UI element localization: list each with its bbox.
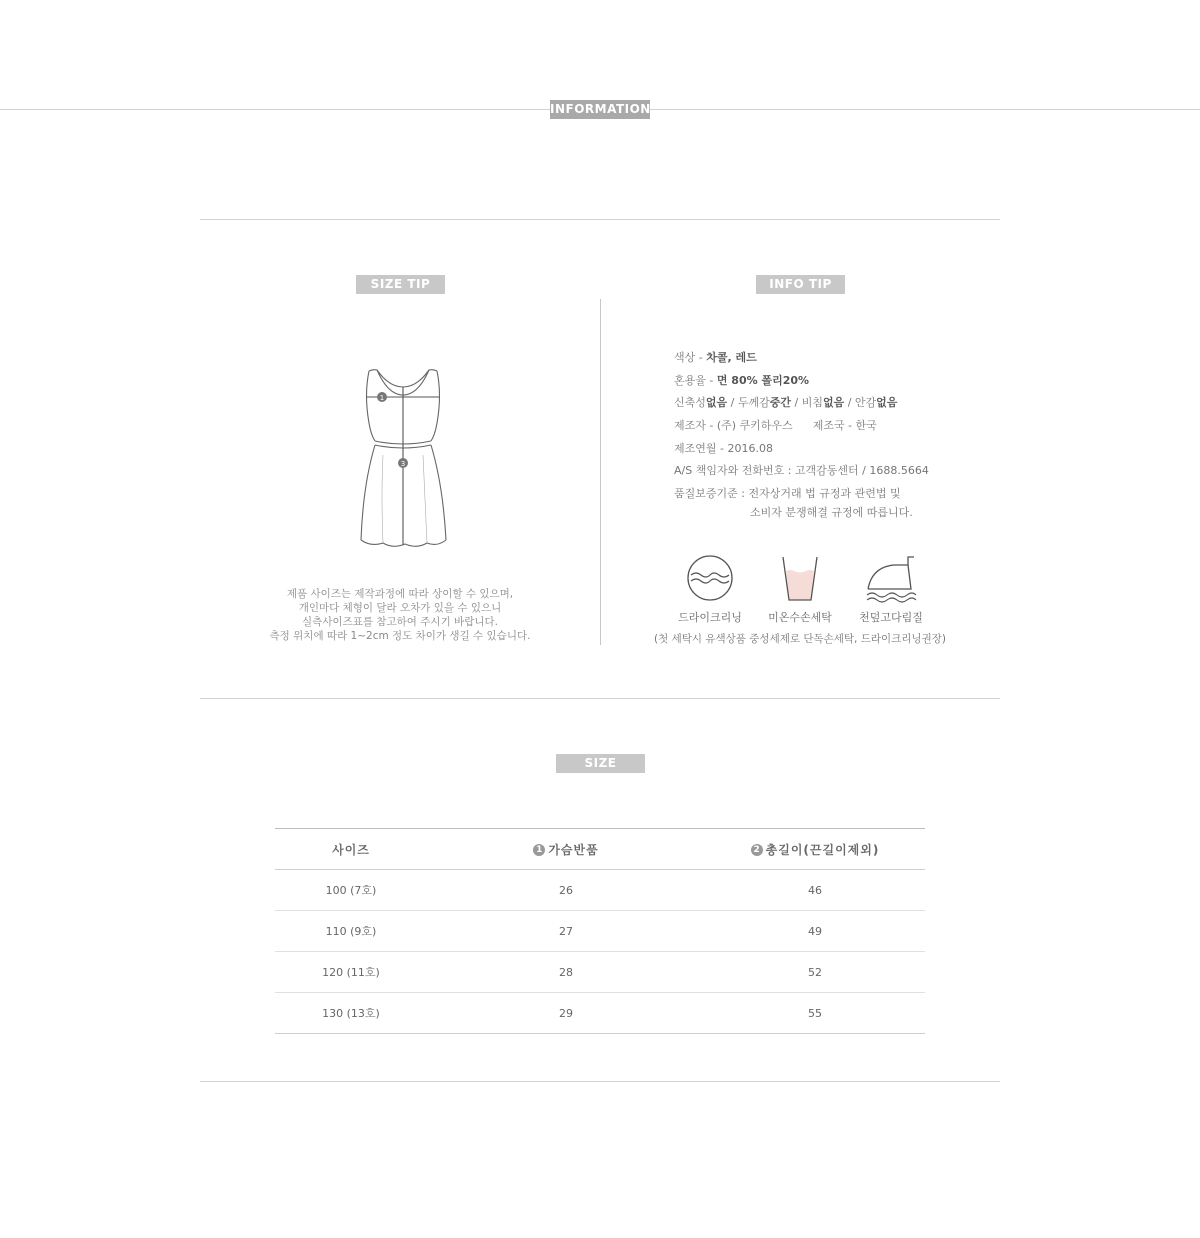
size-table <box>275 828 925 1034</box>
info-tip-badge: INFO TIP <box>756 275 845 294</box>
header-size: 사이즈 <box>275 829 427 870</box>
dress-illustration <box>353 365 453 555</box>
dry-clean-icon <box>685 553 735 603</box>
section-divider-middle <box>200 698 1000 699</box>
care-note: (첫 세탁시 유색상품 중성세제로 단독손세탁, 드라이크리닝권장) <box>654 633 946 645</box>
care-dry-clean: 드라이크리닝 <box>670 553 750 625</box>
information-badge: INFORMATION <box>550 100 650 119</box>
blend-row: 혼용율 - 면 80% 폴리20% <box>674 373 810 387</box>
as-row: A/S 책임자와 전화번호 : 고객감동센터 / 1688.5664 <box>674 464 929 478</box>
header-length: 2 총길이(끈길이제외) <box>705 829 925 870</box>
maker-row: 제조자 - (주) 쿠키하우스 제조국 - 한국 <box>674 419 877 433</box>
fabric-row: 신축성없음 / 두께감중간 / 비침없음 / 안감없음 <box>674 396 898 410</box>
size-badge: SIZE <box>556 754 645 773</box>
tip-divider <box>600 299 601 645</box>
marker-3: 3 <box>400 460 406 468</box>
hand-wash-icon <box>775 553 825 603</box>
size-notes: 제품 사이즈는 제작과정에 따라 상이할 수 있으며, 개인마다 체형이 달라 오차가 있을 수 있으니 실측사이즈표를 참고하여 주시기 바랍니다. 측정 위치에 따라 1~2cm 정도 차이가 생길 수 있습니다. <box>269 588 531 642</box>
info-list <box>674 347 929 525</box>
care-iron: 천덮고다림질 <box>851 553 931 625</box>
section-divider-bottom <box>200 1081 1000 1082</box>
size-table-header <box>275 829 925 870</box>
table-row: 130 (13호) 29 55 <box>275 993 925 1034</box>
date-row: 제조연월 - 2016.08 <box>674 441 773 455</box>
table-row: 100 (7호) 26 46 <box>275 870 925 911</box>
iron-icon <box>864 553 918 603</box>
warranty-row-2: 소비자 분쟁해결 규정에 따릅니다. <box>750 505 913 519</box>
header-chest: 1 가슴반품 <box>427 829 705 870</box>
table-row: 120 (11호) 28 52 <box>275 952 925 993</box>
color-row: 색상 - 차콜, 레드 <box>674 351 757 364</box>
section-divider-top <box>200 219 1000 220</box>
warranty-row: 품질보증기준 : 전자상거래 법 규정과 관련법 및 <box>674 487 901 501</box>
size-tip-badge: SIZE TIP <box>356 275 445 294</box>
care-hand-wash: 미온수손세탁 <box>760 553 840 625</box>
table-row: 110 (9호) 27 49 <box>275 911 925 952</box>
marker-1: 1 <box>379 394 385 402</box>
